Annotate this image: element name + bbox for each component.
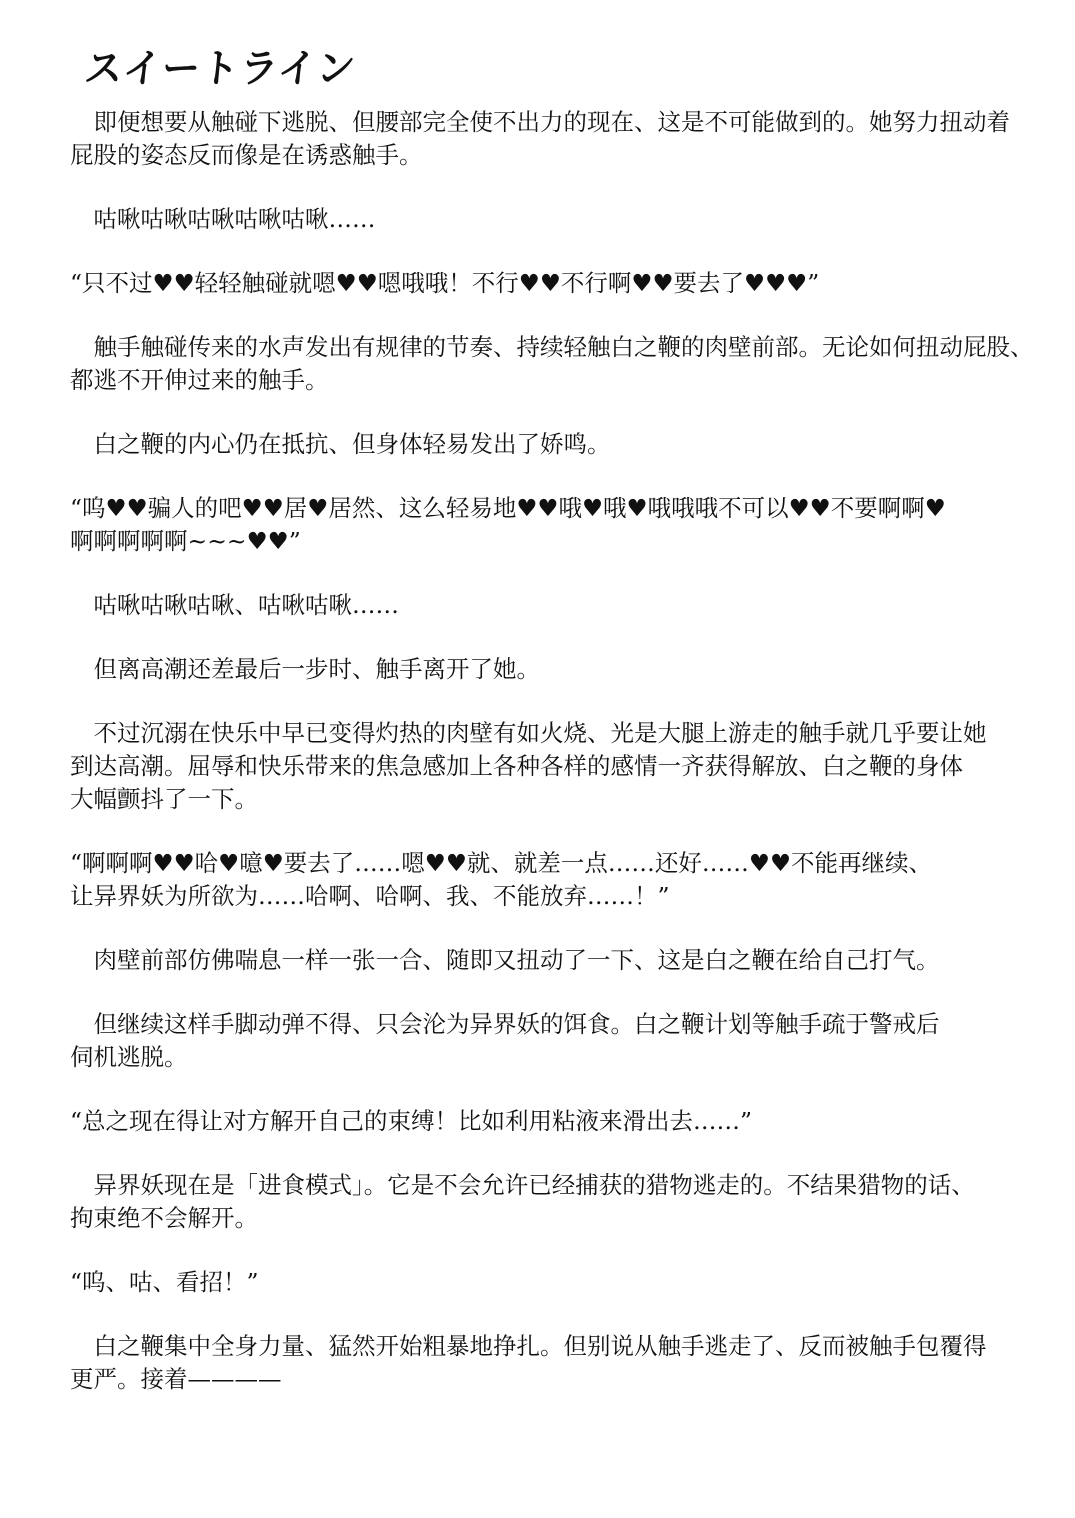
- paragraph: 白之鞭集中全身力量、猛然开始粗暴地挣扎。但别说从触手逃走了、反而被触手包覆得 更严。接着————: [70, 1332, 987, 1393]
- brand-logo: スイートライン: [82, 45, 359, 92]
- paragraph: “啊啊啊♥♥哈♥噫♥要去了……嗯♥♥就、就差一点……还好……♥♥不能再继续、 让异界妖为所欲为……哈啊、哈啊、我、不能放弃……！”: [70, 849, 933, 910]
- paragraph: 白之鞭的内心仍在抵抗、但身体轻易发出了娇鸣。: [70, 430, 611, 458]
- paragraph: “呜♥♥骗人的吧♥♥居♥居然、这么轻易地♥♥哦♥哦♥哦哦哦不可以♥♥不要啊啊♥ 啊啊啊啊啊~~~♥♥”: [70, 494, 946, 555]
- paragraph: 触手触碰传来的水声发出有规律的节奏、持续轻触白之鞭的肉壁前部。无论如何扭动屁股、 都逃不开伸过来的触手。: [70, 333, 1034, 394]
- paragraph: 咕啾咕啾咕啾咕啾咕啾……: [70, 205, 376, 233]
- body-text: [70, 106, 1070, 1427]
- paragraph: 但继续这样手脚动弹不得、只会沦为异界妖的饵食。白之鞭计划等触手疏于警戒后 伺机逃脱。: [70, 1010, 940, 1071]
- paragraph: 异界妖现在是「进食模式」。它是不会允许已经捕获的猎物逃走的。不结果猎物的话、 拘束绝不会解开。: [70, 1171, 975, 1232]
- paragraph: 咕啾咕啾咕啾、咕啾咕啾……: [70, 591, 399, 619]
- paragraph: “呜、咕、看招！”: [70, 1268, 259, 1296]
- paragraph: 但离高潮还差最后一步时、触手离开了她。: [70, 655, 540, 683]
- paragraph: 即便想要从触碰下逃脱、但腰部完全使不出力的现在、这是不可能做到的。她努力扭动着 屁股的姿态反而像是在诱惑触手。: [70, 108, 1010, 169]
- paragraph: 肉壁前部仿佛喘息一样一张一合、随即又扭动了一下、这是白之鞭在给自己打气。: [70, 946, 940, 974]
- paragraph: “只不过♥♥轻轻触碰就嗯♥♥嗯哦哦！不行♥♥不行啊♥♥要去了♥♥♥”: [70, 269, 820, 297]
- paragraph: “总之现在得让对方解开自己的束缚！比如利用粘液来滑出去……”: [70, 1107, 753, 1135]
- paragraph: 不过沉溺在快乐中早已变得灼热的肉壁有如火烧、光是大腿上游走的触手就几乎要让她 到达高潮。屈辱和快乐带来的焦急感加上各种各样的感情一齐获得解放、白之鞭的身体 大幅颤抖了一下。: [70, 719, 987, 813]
